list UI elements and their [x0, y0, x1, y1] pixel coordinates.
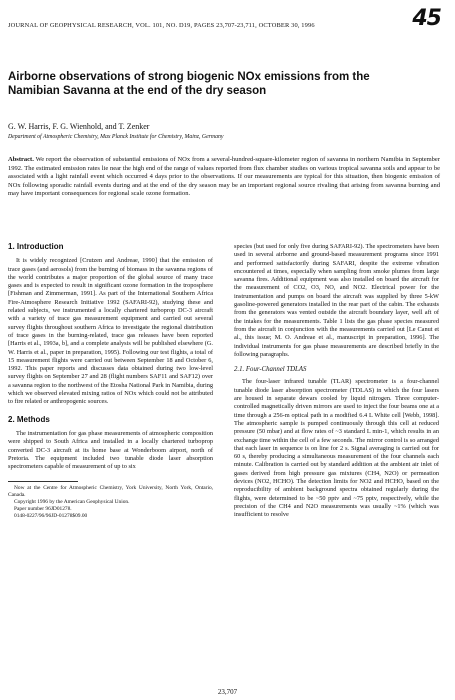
- introduction-paragraph: It is widely recognized [Crutzen and Andreae, 1990] that the emission of trace gases (and aerosols) from the burning of biomass in the savanna regions of the world contributes a major proportion of the global source of many trace gases and is expected to result in significant ozone formation in the troposphere [Fishman and Zimmerman, 1991]. As part of the International Southern Africa Fire-Atmosphere Research Initiative 1992 (SAFARI-92), studying these and related subjects, we instrumented a locally chartered turboprop DC-3 aircraft with a variety of trace gas measurement equipment and carried out several survey flights throughout southern Africa to investigate the regional distribution of trace gases in the burning-related, trace gas releases have been reported [Harris et al., 1993a, b], and a complete analysis will be published elsewhere (G. W. Harris et al., paper in preparation, 1995). Following our test flights, a total of 15 measurement flights were carried out between September 18 and October 6, 1992. This paper reports and discusses data obtained during two low-level survey flights on September 27 and 28 (flight numbers SAF11 and SAF12) over a savanna region to the northwest of the Etosha National Park in Namibia, during which we observed elevated mixing ratios of NOx which could not be attributed to fire related or anthropogenic sources.: [8, 257, 213, 406]
- footnote-divider: [8, 481, 78, 482]
- methods-paragraph: The instrumentation for gas phase measurements of atmospheric composition were shipped to South Africa and installed in a locally chartered turboprop converted DC-3 aircraft at its home base at Wonderboom airport, north of Pretoria. The equipment included two tunable diode laser absorption spectrometers capable of measurement of up to six: [8, 429, 213, 471]
- copyright-notice: Copyright 1996 by the American Geophysical Union.: [14, 499, 130, 506]
- left-column: [8, 243, 213, 520]
- page-number: 23,707: [217, 688, 238, 696]
- paper-number: Paper number 96JD01278.: [14, 506, 72, 513]
- abstract: [8, 156, 440, 199]
- right-column: [234, 243, 439, 522]
- abstract-text: We report the observation of substantial emissions of NOx from a several-hundred-square-kilometer region of savanna in northern Namibia in September 1992. The estimated emission rates lie near the high end of the range of values reported from flux chamber studies on various tropical savanna soils and appear to be associated with a light rainfall event which occurred 4 days prior to the observations. If our measurements are typical for this situation, then biogenic emission of NOx following sporadic rainfall events during and at the end of the dry season may be an important regional source rivaling that arising from savanna burning and may have important consequences for regional scale ozone formation.: [8, 156, 440, 198]
- section-heading-methods: 2. Methods: [8, 414, 50, 424]
- continued-paragraph: species (but used for only five during SAFARI-92). The spectrometers have been used in several airborne and ground-based measurement programs since 1991 and performed satisfactorily during SAFARI, despite the extreme vibration encountered at times, especially when sampling from smoke plumes from large savanna fires. Additional equipment was also installed on board the aircraft for the measurement of CO2, O3, NO, and NO2. Electrical power for the instrumentation and pumps on board the aircraft was supplied by three 5-kW gasoline-powered generators installed in the rear part of the cabin. The exhausts from the generators was vented outside the aircraft boundary layer, well aft of the intakes for the measurements. Table 1 lists the gas phase species measured from the aircraft in conjunction with the measurements carried out [Le Canut et al., this issue; M. O. Andreae et al., manuscript in preparation, 1996]. The individual instruments for gas phase measurements are described briefly in the following paragraphs.: [234, 243, 439, 358]
- affiliation: Department of Atmospheric Chemistry, Max Planck Institute for Chemistry, Mainz, Germany: [8, 134, 224, 140]
- footnote-affiliation: Now at the Centre for Atmospheric Chemistry, York University, North York, Ontario, Canada.: [8, 485, 213, 499]
- handwritten-page-mark: 45: [412, 6, 441, 31]
- issn-code: 0148-0227/96/96JD-01278$09.00: [14, 513, 88, 520]
- section-heading-introduction: 1. Introduction: [8, 242, 64, 251]
- tdlas-paragraph: The four-laser infrared tunable (TLAR) spectrometer is a four-channel tunable diode laser absorption spectrometer (TDLAS) in which the four lasers are housed in separate dewars cooled by liquid nitrogen. Three computer-controlled magnetically driven mirrors are used to inject the four beams one at a time through a 256-m optical path in a modified 6.4 L White cell [Webb, 1998]. The atmospheric sample is pumped continuously through this cell at reduced pressure (50 mbar) and at flow rates of ~3 standard L min-1, which results in an exchange time within the cell of a few seconds. The mirror control is so arranged that each laser in sequence is on line for 2 s. Signal averaging is carried out for 60 s, thereby producing a simultaneous measurement of the four channels each minute. Calibration is carried out by standard addition at the ambient air inlet of gases derived from high pressure gas mixtures (CH4, N2O) or permeation devices (NO2, HCHO). The detection limits for NO2 and HCHO, based on the reproducibility of ambient background spectra obtained regularly during the flights, were determined to be ~50 pptv and ~75 pptv, respectively, while the precision of the CH4 and N2O measurements was usually ~1% (which was insufficient to resolve: [234, 378, 439, 519]
- author-list: G. W. Harris, F. G. Wienhold, and T. Zenker: [8, 122, 150, 131]
- abstract-label: Abstract.: [8, 156, 34, 163]
- journal-header: JOURNAL OF GEOPHYSICAL RESEARCH, VOL. 101, NO. D19, PAGES 23,707-23,711, OCTOBER 30, 1996: [8, 22, 315, 29]
- paper-title: Airborne observations of strong biogenic NOx emissions from the Namibian Savanna at the end of the dry season: [8, 71, 370, 97]
- subsection-heading-tdlas: 2.1. Four-Channel TDLAS: [234, 366, 307, 374]
